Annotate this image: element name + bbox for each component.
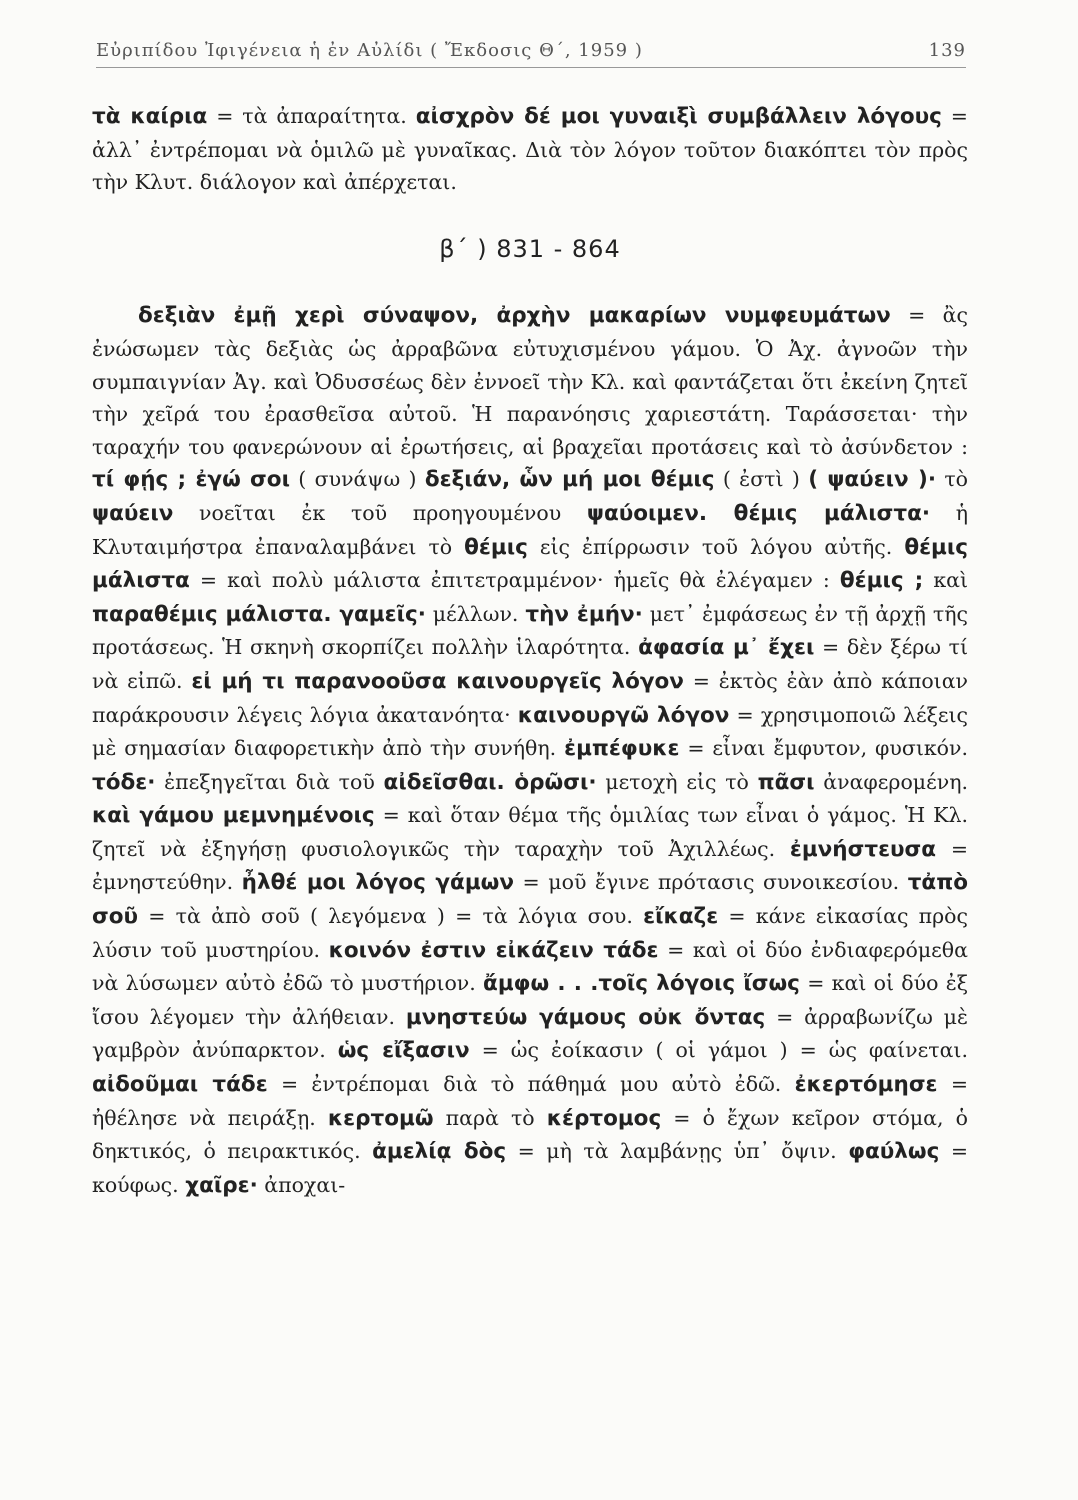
lemma: τὴν ἐμήν· bbox=[525, 601, 643, 627]
lemma: τὰ καίρια bbox=[92, 104, 208, 129]
paragraph-commentary-1 bbox=[92, 100, 968, 199]
lemma: αἰσχρὸν δέ μοι γυναιξὶ συμβάλλειν λόγους bbox=[415, 104, 942, 129]
lemma: ἀμελίᾳ δὸς bbox=[372, 1139, 507, 1165]
gloss: = ἀρραβωνίζω μὲ γαμβρὸν ἀνύπαρκτον. bbox=[92, 1004, 968, 1063]
gloss: ( ἐστὶ ) bbox=[714, 467, 809, 492]
gloss: ἡ Κλυταιμήστρα ἐπαναλαμβάνει τὸ bbox=[92, 500, 968, 559]
lemma: μνηστεύω γάμους οὐκ ὄντας bbox=[405, 1004, 766, 1030]
lemma: ψαύειν bbox=[92, 500, 174, 526]
gloss: μέλλων. bbox=[425, 601, 526, 626]
page-number: 139 bbox=[928, 40, 966, 61]
gloss: = καὶ οἱ δύο ἐξ ἴσου λέγομεν τὴν ἀλήθειαν. bbox=[92, 971, 968, 1029]
lemma: ψαύοιμεν. θέμις μάλιστα· bbox=[586, 500, 931, 526]
lemma: καινουργῶ λόγον bbox=[517, 702, 730, 728]
gloss: μετοχὴ εἰς τὸ bbox=[596, 769, 758, 794]
lemma: δεξιὰν ἐμῇ χερὶ σύναψον, ἀρχὴν μακαρίων νυμφευμάτων bbox=[138, 303, 891, 329]
gloss: = χρησιμοποιῶ λέξεις μὲ σημασίαν διαφορετικὴν ἀπὸ τὴν συνήθη. bbox=[92, 702, 968, 761]
lemma: ἐμνήστευσα bbox=[789, 836, 937, 862]
lemma: ἦλθέ μοι λόγος γάμων bbox=[241, 870, 514, 896]
gloss: = εἶναι ἔμφυτον, φυσικόν. bbox=[679, 736, 969, 761]
lemma: κοινόν ἐστιν εἰκάζειν τάδε bbox=[328, 937, 659, 963]
lemma: ἐκερτόμησε bbox=[794, 1072, 938, 1098]
section-heading: β΄ ) 831 - 864 bbox=[439, 234, 621, 263]
gloss: = μοῦ ἔγινε πρότασις συνοικεσίου. bbox=[513, 870, 908, 895]
gloss: = ὡς ἐοίκασιν ( οἱ γάμοι ) = ὡς φαίνεται. bbox=[469, 1038, 968, 1063]
gloss: = ἂς ἐνώσωμεν τὰς δεξιὰς ὡς ἀρραβῶνα εὐτυχισμένου γάμου. Ὁ Ἀχ. ἀγνοῶν τὴν συμπαιγνίαν Ἀγ. καὶ Ὀδυσσέως δὲν ἐννοεῖ τὴν Κλ. καὶ φαντάζεται ὅτι ἐκείνη ζητεῖ τὴν χεῖρά του ἐρασθεῖσα αὐτοῦ. Ἡ παρανόησις χαριεστάτη. Ταράσσεται· τὴν ταραχήν του φανερώνουν αἱ ἐρωτήσεις, αἱ βραχεῖαι προτάσεις καὶ τὸ ἀσύνδετον : bbox=[92, 303, 968, 459]
gloss: νοεῖται ἐκ τοῦ προηγουμένου bbox=[173, 500, 587, 525]
running-head bbox=[96, 40, 966, 68]
lemma: αἰδεῖσθαι. ὁρῶσι· bbox=[383, 769, 597, 795]
lemma: χαῖρε· bbox=[185, 1172, 258, 1198]
gloss: καὶ bbox=[923, 568, 969, 593]
lemma: εἰ μή τι παρανοοῦσα καινουργεῖς λόγον bbox=[191, 668, 684, 694]
lemma: κέρτομος bbox=[546, 1105, 662, 1131]
gloss: ἐπεξηγεῖται διὰ τοῦ bbox=[155, 769, 384, 794]
gloss: = καὶ οἱ δύο ἐνδιαφερόμεθα νὰ λύσωμεν αὐτὸ ἐδῶ τὸ μυστήριον. bbox=[92, 937, 968, 996]
lemma: ἄμφω . . .τοῖς λόγοις ἴσως bbox=[483, 971, 800, 997]
lemma: τἀπὸ σοῦ bbox=[92, 870, 968, 930]
gloss: = καὶ πολὺ μάλιστα ἐπιτετραμμένον· ἡμεῖς θὰ ἐλέγαμεν : bbox=[189, 568, 840, 593]
gloss: μετ᾿ ἐμφάσεως ἐν τῇ ἀρχῇ τῆς προτάσεως. Ἡ σκηνὴ σκορπίζει πολλὴν ἱλαρότητα. bbox=[92, 601, 968, 660]
lemma: πᾶσι bbox=[757, 769, 815, 795]
gloss: = ἐντρέπομαι διὰ τὸ πάθημά μου αὐτὸ ἐδῶ. bbox=[267, 1072, 795, 1097]
gloss: ἀποχαι- bbox=[257, 1172, 346, 1197]
lemma: αἰδοῦμαι τάδε bbox=[92, 1072, 268, 1098]
gloss: = μὴ τὰ λαμβάνῃς ὑπ᾿ ὄψιν. bbox=[506, 1139, 849, 1164]
lemma: φαύλως bbox=[848, 1139, 940, 1165]
gloss: τὸ bbox=[935, 467, 968, 492]
gloss: = τὰ ἀπὸ σοῦ ( λεγόμενα ) = τὰ λόγια σου. bbox=[138, 904, 644, 929]
paragraph-commentary-2 bbox=[92, 299, 968, 1202]
lemma: τί φῄς ; ἐγώ σοι bbox=[92, 467, 290, 493]
lemma: παραθέμις μάλιστα. γαμεῖς· bbox=[92, 601, 426, 627]
lemma: ἀφασία μ᾿ ἔχει bbox=[638, 635, 815, 661]
lemma: θέμις bbox=[464, 534, 528, 560]
lemma: εἴκαζε bbox=[643, 904, 719, 930]
gloss: = ἐκτὸς ἐὰν ἀπὸ κάποιαν παράκρουσιν λέγεις λόγια ἀκατανόητα· bbox=[92, 668, 969, 727]
gloss: ἀναφερομένη. bbox=[814, 769, 968, 794]
lemma: θέμις ; bbox=[839, 568, 924, 594]
gloss: ( συνάψω ) bbox=[289, 467, 425, 492]
gloss: = καὶ ὅταν θέμα τῆς ὁμιλίας των εἶναι ὁ γάμος. Ἡ Κλ. ζητεῖ νὰ ἐξηγήσῃ φυσιολογικῶς τὴν ταραχὴν τοῦ Ἀχιλλέως. bbox=[92, 803, 968, 861]
lemma: θέμις μάλιστα bbox=[92, 534, 968, 594]
gloss: = ὁ ἔχων κεῖρον στόμα, ὁ δηκτικός, ὁ πειρακτικός. bbox=[92, 1105, 968, 1164]
lemma: κερτομῶ bbox=[327, 1105, 434, 1131]
lemma: τόδε· bbox=[92, 769, 156, 795]
lemma: καὶ γάμου μεμνημένοις bbox=[92, 803, 375, 829]
gloss: = ἠθέλησε νὰ πειράξῃ. bbox=[92, 1072, 968, 1130]
lemma: δεξιάν, ὧν μή μοι θέμις bbox=[424, 467, 715, 493]
lemma: ( ψαύειν )· bbox=[808, 467, 936, 493]
running-title: Εὐριπίδου Ἰφιγένεια ἡ ἐν Αὐλίδι ( Ἔκδοσις Θ΄, 1959 ) bbox=[96, 40, 643, 61]
gloss: εἰς ἐπίρρωσιν τοῦ λόγου αὐτῆς. bbox=[527, 534, 905, 559]
gloss: = ἐμνηστεύθην. bbox=[92, 836, 968, 895]
gloss: = κούφως. bbox=[92, 1139, 968, 1197]
gloss: = δὲν ξέρω τί νὰ εἰπῶ. bbox=[92, 635, 968, 693]
gloss: παρὰ τὸ bbox=[433, 1105, 547, 1130]
lemma: ὡς εἴξασιν bbox=[337, 1038, 470, 1064]
gloss: = ἀλλ᾿ ἐντρέπομαι νὰ ὁμιλῶ μὲ γυναῖκας. Διὰ τὸν λόγον τοῦτον διακόπτει τὸν πρὸς τὴν Κλυτ. διάλογον καὶ ἀπέρχεται. bbox=[92, 104, 968, 195]
page-body bbox=[92, 100, 968, 1202]
gloss: = κάνε εἰκασίας πρὸς λύσιν τοῦ μυστηρίου. bbox=[92, 904, 969, 962]
lemma: ἐμπέφυκε bbox=[564, 736, 680, 762]
gloss: = τὰ ἀπαραίτητα. bbox=[207, 104, 416, 128]
